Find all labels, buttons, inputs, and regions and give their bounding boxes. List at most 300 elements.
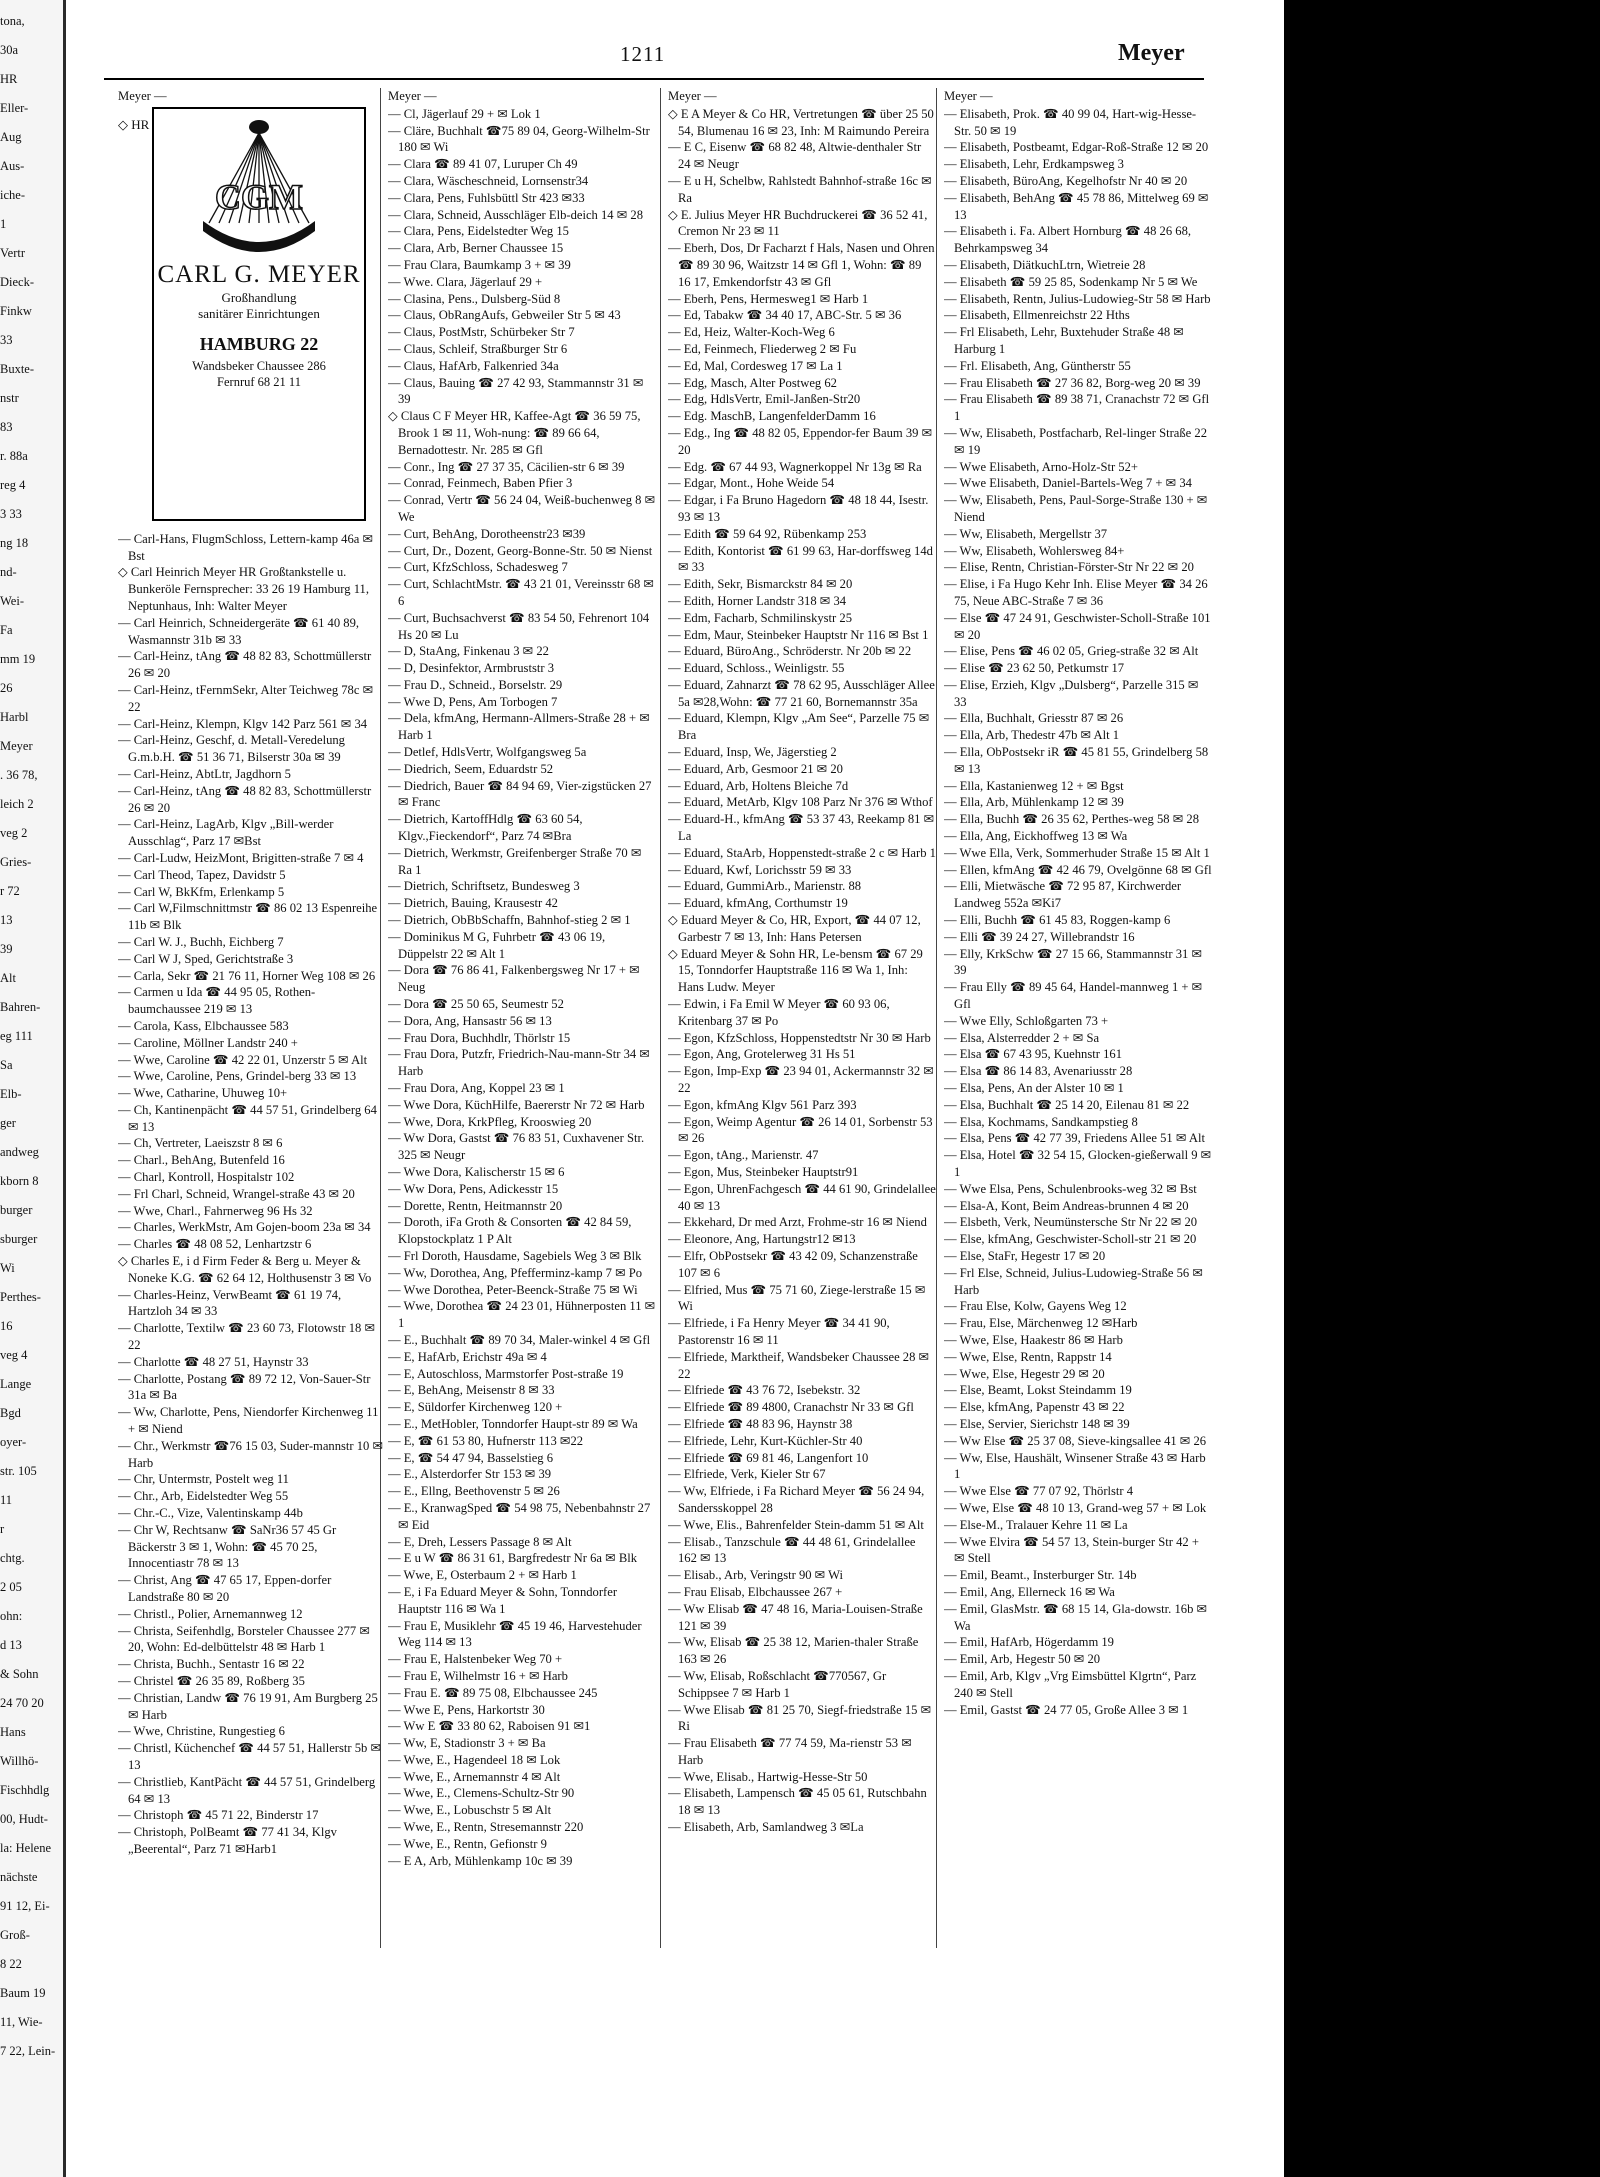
directory-entry: — Ella, Kastanienweg 12 + ✉ Bgst: [944, 778, 1124, 793]
directory-entry: — D, Desinfektor, Armbruststr 3: [388, 661, 554, 676]
directory-entry: — Wwe, E., Rentn, Gefionstr 9: [388, 1836, 547, 1851]
ad-line-2: sanitärer Einrichtungen: [198, 305, 320, 321]
directory-entry: — Eduard, Klempn, Klgv „Am See“, Parzelle 75 ✉ Bra: [668, 711, 930, 743]
directory-entry: — Eduard, GummiArb., Marienstr. 88: [668, 879, 862, 894]
directory-entry: — Elsbeth, Verk, Neumünstersche Str Nr 22 ✉ 20: [944, 1215, 1198, 1230]
directory-entry: — Carl-Heinz, Geschf, d. Metall-Veredelung G.m.b.H. ☎ 51 36 71, Bilserstr 30a ✉ 39: [118, 733, 345, 765]
edge-fragment: Wi: [0, 1261, 15, 1275]
directory-entry: — Dietrich, ObBbSchaffn, Bahnhof-stieg 2 ✉ 1: [388, 913, 631, 928]
edge-fragment: Perthes-: [0, 1290, 41, 1304]
directory-entry: — Claus, Bauing ☎ 27 42 93, Stammannstr 31 ✉ 39: [388, 375, 644, 407]
directory-entry: — Wwe Dorothea, Peter-Beenck-Straße 75 ✉ Wi: [388, 1282, 638, 1297]
directory-entry: — Elise, i Fa Hugo Kehr Inh. Elise Meyer ☎ 34 26 75, Neue ABC-Straße 7 ✉ 36: [944, 577, 1208, 608]
directory-entry: — D, StaAng, Finkenau 3 ✉ 22: [388, 644, 549, 659]
directory-entry: — Dietrich, Werkmstr, Greifenberger Straße 70 ✉ Ra 1: [388, 845, 642, 877]
directory-entry: — Chr.-C., Vize, Valentinskamp 44b: [118, 1506, 303, 1521]
directory-entry: — E, HafArb, Erichstr 49a ✉ 4: [388, 1349, 547, 1364]
directory-entry: — Wwe, Catharine, Uhuweg 10+: [118, 1086, 288, 1101]
directory-entry: — Conr., Ing ☎ 27 37 35, Cäcilien-str 6 ✉ 39: [388, 459, 625, 474]
directory-entry: — Charles, WerkMstr, Am Gojen-boom 23a ✉ 34: [118, 1220, 371, 1235]
column-rule: [660, 88, 661, 1948]
directory-entry: — Ed, Tabakw ☎ 34 40 17, ABC-Str. 5 ✉ 36: [668, 308, 902, 323]
directory-entry: — Elisabeth ☎ 59 25 85, Sodenkamp Nr 5 ✉ We: [944, 274, 1198, 289]
hr-mark: ◇ HR: [118, 117, 150, 132]
directory-entry: — Edg. MaschB, LangenfelderDamm 16: [668, 409, 876, 424]
edge-fragment: andweg: [0, 1145, 39, 1159]
directory-entry: — Frau Dora, Putzfr, Friedrich-Nau-mann-Str 34 ✉ Harb: [388, 1047, 650, 1079]
edge-fragment: 13: [0, 913, 13, 927]
edge-fragment: 30a: [0, 43, 19, 57]
directory-entry: — E u H, Schelbw, Rahlstedt Bahnhof-straße 16c ✉ Ra: [668, 173, 932, 205]
directory-entry: — Elisabeth, Prok. ☎ 40 99 04, Hart-wig-Hesse-Str. 50 ✉ 19: [944, 106, 1197, 138]
edge-fragment: 00, Hudt-: [0, 1812, 48, 1826]
column-3: [668, 88, 936, 1836]
directory-entry: — Ww Dora, Pens, Adickesstr 15: [388, 1181, 559, 1196]
directory-entry: — E, ☎ 61 53 80, Hufnerstr 113 ✉22: [388, 1433, 584, 1448]
directory-entry: — Dietrich, Schriftsetz, Bundesweg 3: [388, 879, 580, 894]
directory-entry: — Eduard, Schloss., Weinligstr. 55: [668, 661, 845, 676]
directory-entry: — E C, Eisenw ☎ 68 82 48, Altwie-denthaler Str 24 ✉ Neugr: [668, 140, 922, 172]
directory-entry: — Carla, Sekr ☎ 21 76 11, Horner Weg 108 ✉ 26: [118, 968, 376, 983]
edge-fragment: HR: [0, 72, 18, 86]
directory-entry: — Diedrich, Seem, Eduardstr 52: [388, 761, 554, 776]
directory-entry: — Wwe Elisabeth, Daniel-Bartels-Weg 7 + ✉ 34: [944, 476, 1192, 491]
directory-entry: — Wwe, E., Hagendeel 18 ✉ Lok: [388, 1752, 561, 1767]
directory-entry: — Frau E, Halstenbeker Weg 70 +: [388, 1652, 563, 1667]
directory-entry: — Wwe, Caroline ☎ 42 22 01, Unzerstr 5 ✉ Alt: [118, 1052, 368, 1067]
edge-fragment: Gries-: [0, 855, 32, 869]
directory-entry: — Wwe, E., Arnemannstr 4 ✉ Alt: [388, 1769, 561, 1784]
directory-entry: — Chr W, Rechtsanw ☎ SaNr36 57 45 Gr Bäckerstr 3 ✉ 1, Wohn: ☎ 45 70 25, Innocentiastr 78 ✉ 13: [118, 1522, 337, 1571]
directory-entry: — Wwe, E., Lobuschstr 5 ✉ Alt: [388, 1803, 552, 1818]
directory-entry: — Egon, UhrenFachgesch ☎ 44 61 90, Grindelallee 40 ✉ 13: [668, 1181, 936, 1213]
directory-entry: — Edgar, Mont., Hohe Weide 54: [668, 476, 835, 491]
edge-fragment: 33: [0, 333, 13, 347]
edge-fragment: Bgd: [0, 1406, 21, 1420]
edge-fragment: nd-: [0, 565, 17, 579]
directory-entry: — Egon, tAng., Marienstr. 47: [668, 1148, 819, 1163]
edge-fragment: Fa: [0, 623, 13, 637]
edge-fragment: ger: [0, 1116, 16, 1130]
directory-entry: — Eduard, MetArb, Klgv 108 Parz Nr 376 ✉ Wthof: [668, 795, 933, 810]
edge-fragment: . 36 78,: [0, 768, 38, 782]
directory-entry: — Chr, Untermstr, Postelt weg 11: [118, 1472, 289, 1487]
directory-entry: — Ch, Vertreter, Laeiszstr 8 ✉ 6: [118, 1136, 283, 1151]
directory-entry: — Clara, Schneid, Ausschläger Elb-deich 14 ✉ 28: [388, 207, 644, 222]
directory-entry: — Carl W J, Sped, Gerichtstraße 3: [118, 951, 294, 966]
directory-entry: — Ww, Elfriede, i Fa Richard Meyer ☎ 56 24 94, Sandersskoppel 28: [668, 1484, 925, 1515]
directory-entry: — Claus, Schleif, Straßburger Str 6: [388, 341, 568, 356]
directory-entry: — Eduard, StaArb, Hoppenstedt-straße 2 c ✉ Harb 1: [668, 845, 936, 860]
edge-fragment: 3 33: [0, 507, 22, 521]
directory-entry: — Elfried, Mus ☎ 75 71 60, Ziege-lerstraße 15 ✉ Wi: [668, 1282, 926, 1314]
directory-entry: — Frl Doroth, Hausdame, Sagebiels Weg 3 ✉ Blk: [388, 1248, 642, 1263]
directory-entry: — Elfriede, Lehr, Kurt-Küchler-Str 40: [668, 1433, 863, 1448]
directory-entry: — Carl Heinrich, Schneidergeräte ☎ 61 40 89, Wasmannstr 31b ✉ 33: [118, 615, 360, 647]
directory-entry: — Elsa ☎ 67 43 95, Kuehnstr 161: [944, 1047, 1122, 1062]
directory-entry: — Carola, Kass, Elbchaussee 583: [118, 1018, 289, 1033]
directory-entry: — Elsa, Kochmams, Sandkampstieg 8: [944, 1114, 1138, 1129]
directory-entry: — Christoph ☎ 45 71 22, Binderstr 17: [118, 1808, 319, 1823]
directory-entry: — Charles-Heinz, VerwBeamt ☎ 61 19 74, Hartzloh 34 ✉ 33: [118, 1287, 342, 1319]
directory-entry: — E., Buchhalt ☎ 89 70 34, Maler-winkel 4 ✉ Gfl: [388, 1332, 651, 1347]
directory-entry: — Carl-Heinz, tAng ☎ 48 82 83, Schottmüllerstr 26 ✉ 20: [118, 649, 372, 681]
directory-entry: — Cl, Jägerlauf 29 + ✉ Lok 1: [388, 106, 541, 121]
directory-entry: — Frl Else, Schneid, Julius-Ludowieg-Straße 56 ✉ Harb: [944, 1265, 1203, 1297]
directory-entry: — E, ☎ 54 47 94, Basselstieg 6: [388, 1450, 554, 1465]
edge-fragment: Harbl: [0, 710, 29, 724]
directory-entry: — Christl, Küchenchef ☎ 44 57 51, Hallerstr 5b ✉ 13: [118, 1741, 382, 1772]
entry-list: [944, 106, 1212, 1719]
directory-entry: — Elisabeth, Postbeamt, Edgar-Roß-Straße 12 ✉ 20: [944, 140, 1209, 155]
directory-entry: — Elfriede ☎ 48 83 96, Haynstr 38: [668, 1416, 853, 1431]
edge-fragment: oyer-: [0, 1435, 27, 1449]
ad-city: HAMBURG 22: [199, 333, 319, 354]
column-1: [118, 88, 386, 1858]
edge-fragment: Sa: [0, 1058, 13, 1072]
edge-fragment: kborn 8: [0, 1174, 39, 1188]
directory-entry: — Ww, Dorothea, Ang, Pfefferminz-kamp 7 ✉ Po: [388, 1265, 643, 1280]
directory-entry: — Ww Elisab ☎ 47 48 16, Maria-Louisen-Straße 121 ✉ 39: [668, 1601, 923, 1633]
directory-entry: — Edg, Masch, Alter Postweg 62: [668, 375, 837, 390]
directory-entry: — Emil, Beamt., Insterburger Str. 14b: [944, 1568, 1137, 1583]
directory-entry: — Wwe Dora, Kalischerstr 15 ✉ 6: [388, 1165, 565, 1179]
directory-entry: — Edith, Sekr, Bismarckstr 84 ✉ 20: [668, 577, 853, 592]
entry-list: [118, 531, 386, 1858]
edge-fragment: 26: [0, 681, 13, 695]
directory-entry: — Elise ☎ 23 62 50, Petkumstr 17: [944, 661, 1125, 676]
directory-entry: — Ella, Ang, Eickhoffweg 13 ✉ Wa: [944, 829, 1128, 844]
directory-entry: — Eberh, Pens, Hermesweg1 ✉ Harb 1: [668, 291, 869, 306]
directory-entry: — Ed, Mal, Cordesweg 17 ✉ La 1: [668, 358, 843, 373]
directory-entry: — Wwe, Caroline, Pens, Grindel-berg 33 ✉ 13: [118, 1069, 357, 1084]
directory-entry: — Ww, Elisab, Roßschlacht ☎770567, Gr Schippsee 7 ✉ Harb 1: [668, 1668, 887, 1700]
directory-entry: — Curt, SchlachtMstr. ☎ 43 21 01, Vereinsstr 68 ✉ 6: [388, 577, 654, 608]
edge-fragment: chtg.: [0, 1551, 25, 1565]
directory-entry: — Egon, KfzSchloss, Hoppenstedtstr Nr 30 ✉ Harb: [668, 1030, 931, 1045]
directory-entry: — Edg. ☎ 67 44 93, Wagnerkoppel Nr 13g ✉ Ra: [668, 459, 922, 474]
directory-entry: — Clara ☎ 89 41 07, Luruper Ch 49: [388, 157, 578, 172]
directory-entry: ◇ Carl Heinrich Meyer HR Großtankstelle u. Bunkeröle Fernsprecher: 33 26 19 Hamburg 11, Neptunhaus, Inh: Walter Meyer: [118, 565, 369, 613]
directory-entry: — Clara, Pens, Fuhlsbüttl Str 423 ✉33: [388, 190, 585, 205]
directory-entry: — Cläre, Buchhalt ☎75 89 04, Georg-Wilhelm-Str 180 ✉ Wi: [388, 123, 650, 155]
directory-entry: — Dietrich, Bauing, Krausestr 42: [388, 896, 558, 911]
directory-entry: ◇ Claus C F Meyer HR, Kaffee-Agt ☎ 36 59 75, Brook 1 ✉ 11, Woh-nung: ☎ 89 66 64, Bernadottestr. Nr. 285 ✉ Gfl: [388, 409, 641, 457]
directory-entry: — Frau Dora, Ang, Koppel 23 ✉ 1: [388, 1081, 565, 1096]
directory-entry: — Ww, Charlotte, Pens, Niendorfer Kirchenweg 11 + ✉ Niend: [118, 1405, 379, 1437]
directory-entry: — Claus, PostMstr, Schürbeker Str 7: [388, 325, 575, 340]
directory-entry: — Ekkehard, Dr med Arzt, Frohme-str 16 ✉ Niend: [668, 1215, 927, 1230]
directory-entry: — Elisabeth, Lehr, Erdkampsweg 3: [944, 157, 1124, 172]
directory-entry: — Else, kfmAng, Papenstr 43 ✉ 22: [944, 1400, 1125, 1415]
edge-fragment: 2 05: [0, 1580, 22, 1594]
directory-entry: — Frau E. ☎ 89 75 08, Elbchaussee 245: [388, 1685, 598, 1700]
directory-entry: — Edith ☎ 59 64 92, Rübenkamp 253: [668, 526, 867, 541]
edge-fragment: Eller-: [0, 101, 29, 115]
edge-fragment: Fischhdlg: [0, 1783, 50, 1797]
directory-entry: — Wwe, Charl., Fahrnerweg 96 Hs 32: [118, 1203, 313, 1218]
directory-entry: — E, BehAng, Meisenstr 8 ✉ 33: [388, 1383, 555, 1398]
directory-entry: — Wwe Elisab ☎ 81 25 70, Siegf-friedstraße 15 ✉ Ri: [668, 1702, 932, 1734]
directory-entry: — E., Ellng, Beethovenstr 5 ✉ 26: [388, 1484, 560, 1499]
directory-entry: — Frau D., Schneid., Borselstr. 29: [388, 677, 563, 692]
directory-entry: — Elsa, Pens, An der Alster 10 ✉ 1: [944, 1081, 1124, 1096]
directory-entry: — Wwe Elly, Schloßgarten 73 +: [944, 1013, 1109, 1028]
edge-fragment: Baum 19: [0, 1986, 46, 2000]
directory-entry: — Eduard, Kwf, Lorichsstr 59 ✉ 33: [668, 862, 852, 877]
directory-entry: — Eduard, BüroAng., Schröderstr. Nr 20b ✉ 22: [668, 644, 912, 659]
directory-entry: — Egon, Weimp Agentur ☎ 26 14 01, Sorbenstr 53 ✉ 26: [668, 1114, 933, 1146]
edge-fragment: Wei-: [0, 594, 24, 608]
directory-entry: — Wwe, Elis., Bahrenfelder Stein-damm 51 ✉ Alt: [668, 1517, 924, 1532]
directory-entry: — Claus, HafArb, Falkenried 34a: [388, 358, 559, 373]
shower-logo-icon: [189, 113, 329, 263]
directory-entry: — Ella, Arb, Mühlenkamp 12 ✉ 39: [944, 795, 1124, 810]
directory-entry: — Charlotte, Textilw ☎ 23 60 73, Flotowstr 18 ✉ 22: [118, 1321, 376, 1353]
directory-entry: — Ellen, kfmAng ☎ 42 46 79, Ovelgönne 68 ✉ Gfl: [944, 862, 1212, 877]
directory-entry: — Ww, E, Stadionstr 3 + ✉ Ba: [388, 1736, 546, 1751]
directory-entry: — Frau Else, Kolw, Gayens Weg 12: [944, 1299, 1127, 1314]
edge-fragment: burger: [0, 1203, 33, 1217]
directory-entry: — Frau Elisab, Elbchaussee 267 +: [668, 1584, 843, 1599]
directory-entry: — Caroline, Möllner Landstr 240 +: [118, 1035, 298, 1050]
directory-entry: — Dominikus M G, Fuhrbetr ☎ 43 06 19, Düppelstr 22 ✉ Alt 1: [388, 929, 606, 961]
directory-entry: — E, Autoschloss, Marmstorfer Post-straße 19: [388, 1366, 624, 1381]
directory-entry: — Frau Elisabeth ☎ 27 36 82, Borg-weg 20 ✉ 39: [944, 375, 1201, 390]
directory-entry: — Else, Servier, Sierichstr 148 ✉ 39: [944, 1416, 1130, 1431]
directory-entry: — Clara, Wäscheschneid, Lornsenstr34: [388, 173, 589, 188]
directory-entry: — Elsa, Pens ☎ 42 77 39, Friedens Allee 51 ✉ Alt: [944, 1131, 1205, 1146]
edge-fragment: Lange: [0, 1377, 32, 1391]
running-head: Meyer: [1118, 40, 1185, 66]
edge-fragment: Dieck-: [0, 275, 35, 289]
edge-fragment: eg 111: [0, 1029, 33, 1043]
directory-entry: — Wwe Else ☎ 77 07 92, Thörlstr 4: [944, 1484, 1134, 1499]
directory-entry: — Eduard-H., kfmAng ☎ 53 37 43, Reekamp 81 ✉ La: [668, 812, 935, 844]
ad-phone: Fernruf 68 21 11: [217, 375, 301, 390]
directory-entry: — Doroth, iFa Groth & Consorten ☎ 42 84 59, Klopstockplatz 1 P Alt: [388, 1215, 632, 1247]
directory-entry: — Elfriede, Verk, Kieler Str 67: [668, 1467, 826, 1482]
edge-fragment: 7 22, Lein-: [0, 2044, 56, 2058]
directory-entry: — Ww, Else, Haushält, Winsener Straße 43 ✉ Harb 1: [944, 1450, 1206, 1482]
column-2: [388, 88, 656, 1869]
directory-entry: — Else ☎ 47 24 91, Geschwister-Scholl-Straße 101 ✉ 20: [944, 610, 1211, 642]
directory-entry: — Curt, KfzSchloss, Schadesweg 7: [388, 560, 568, 575]
directory-entry: — Ella, Buchh ☎ 26 35 62, Perthes-weg 58 ✉ 28: [944, 812, 1199, 827]
directory-entry: — Elli, Mietwäsche ☎ 72 95 87, Kirchwerder Landweg 552a ✉Ki7: [944, 879, 1182, 911]
directory-entry: — Conrad, Feinmech, Baben Pfier 3: [388, 476, 573, 491]
directory-entry: — Chr., Arb, Eidelstedter Weg 55: [118, 1489, 289, 1504]
directory-entry: — Ed, Heiz, Walter-Koch-Weg 6: [668, 325, 835, 340]
edge-fragment: veg 2: [0, 826, 28, 840]
directory-entry: — Carl Theod, Tapez, Davidstr 5: [118, 867, 286, 882]
directory-entry: — Christian, Landw ☎ 76 19 91, Am Burgberg 25 ✉ Harb: [118, 1690, 378, 1722]
directory-entry: — Elisabeth i. Fa. Albert Hornburg ☎ 48 26 68, Behrkampsweg 34: [944, 224, 1192, 256]
directory-entry: — Ella, ObPostsekr iR ☎ 45 81 55, Grindelberg 58 ✉ 13: [944, 745, 1209, 776]
edge-fragment: iche-: [0, 188, 25, 202]
directory-entry: — Wwe, E, Osterbaum 2 + ✉ Harb 1: [388, 1568, 577, 1583]
directory-entry: — Wwe, Else, Haakestr 86 ✉ Harb: [944, 1332, 1123, 1347]
directory-entry: — Emil, Arb, Klgv „Vrg Eimsbüttel Klgrtn“, Parz 240 ✉ Stell: [944, 1668, 1197, 1700]
directory-entry: ◇ Charles E, i d Firm Feder & Berg u. Meyer & Noneke K.G. ☎ 62 64 12, Holthusenstr 3 ✉ Vo: [118, 1254, 372, 1285]
directory-entry: — Carl W, BkKfm, Erlenkamp 5: [118, 884, 285, 899]
edge-fragment: r 72: [0, 884, 20, 898]
directory-entry: — Elisab., Tanzschule ☎ 44 48 61, Grindelallee 162 ✉ 13: [668, 1534, 916, 1566]
directory-entry: — Elfr, ObPostsekr ☎ 43 42 09, Schanzenstraße 107 ✉ 6: [668, 1248, 918, 1280]
edge-fragment: Alt: [0, 971, 16, 985]
directory-entry: ◇ E. Julius Meyer HR Buchdruckerei ☎ 36 52 41, Cremon Nr 23 ✉ 11: [668, 207, 928, 239]
directory-entry: — Ww, Elisabeth, Wohlersweg 84+: [944, 543, 1125, 558]
directory-entry: — Ww, Elisabeth, Mergellstr 37: [944, 526, 1108, 541]
edge-fragment: 11, Wie-: [0, 2015, 43, 2029]
directory-entry: — E, Dreh, Lessers Passage 8 ✉ Alt: [388, 1534, 572, 1549]
directory-entry: — Else, StaFr, Hegestr 17 ✉ 20: [944, 1248, 1106, 1263]
directory-entry: — Christlieb, KantPächt ☎ 44 57 51, Grindelberg 64 ✉ 13: [118, 1774, 376, 1806]
edge-fragment: Finkw: [0, 304, 32, 318]
directory-entry: — Diedrich, Bauer ☎ 84 94 69, Vier-zigstücken 27 ✉ Franc: [388, 778, 652, 810]
directory-entry: — Wwe Ella, Verk, Sommerhuder Straße 15 ✉ Alt 1: [944, 845, 1210, 860]
directory-entry: — Eberh, Dos, Dr Facharzt f Hals, Nasen und Ohren ☎ 89 30 96, Waitzstr 14 ✉ Gfl 1, Wohn: ☎ 89 16 17, Emkendorfstr 43 ✉ Gfl: [668, 241, 935, 289]
directory-entry: — Emil, Ang, Ellerneck 16 ✉ Wa: [944, 1584, 1115, 1599]
logo-monogram: CGM: [215, 176, 303, 217]
directory-entry: — Else, Beamt, Lokst Steindamm 19: [944, 1383, 1132, 1398]
directory-entry: — Charl., BehAng, Butenfeld 16: [118, 1153, 285, 1168]
directory-entry: — Christl., Polier, Arnemannweg 12: [118, 1606, 303, 1621]
directory-entry: — Edm, Facharb, Schmilinskystr 25: [668, 610, 852, 625]
edge-fragment: Aug: [0, 130, 22, 144]
edge-fragment: ng 18: [0, 536, 29, 550]
directory-entry: ◇ Eduard Meyer & Co, HR, Export, ☎ 44 07 12, Garbestr 7 ✉ 13, Inh: Hans Petersen: [668, 913, 921, 944]
edge-fragment: r: [0, 1522, 5, 1536]
directory-entry: — Elisabeth, Rentn, Julius-Ludowieg-Str 58 ✉ Harb: [944, 291, 1211, 306]
directory-entry: — Elise, Erzieh, Klgv „Dulsberg“, Parzelle 315 ✉ 33: [944, 677, 1199, 709]
edge-fragment: Vertr: [0, 246, 25, 260]
directory-entry: — Ww, Elisabeth, Postfacharb, Rel-linger Straße 22 ✉ 19: [944, 425, 1208, 457]
directory-entry: — Clasina, Pens., Dulsberg-Süd 8: [388, 291, 561, 306]
directory-entry: — Carl W. J., Buchh, Eichberg 7: [118, 934, 284, 949]
directory-entry: — Wwe D, Pens, Am Torbogen 7: [388, 694, 558, 709]
directory-entry: — Charlotte, Postang ☎ 89 72 12, Von-Sauer-Str 31a ✉ Ba: [118, 1371, 371, 1403]
ad-company-name: CARL G. MEYER: [157, 260, 361, 288]
directory-entry: — Elfriede, i Fa Henry Meyer ☎ 34 41 90, Pastorenstr 16 ✉ 11: [668, 1316, 890, 1347]
directory-entry: — Elise, Pens ☎ 46 02 05, Grieg-straße 32 ✉ Alt: [944, 644, 1199, 659]
directory-entry: — Claus, ObRangAufs, Gebweiler Str 5 ✉ 43: [388, 308, 621, 323]
edge-fragment: nstr: [0, 391, 19, 405]
directory-entry: — Curt, BehAng, Dorotheenstr23 ✉39: [388, 526, 586, 541]
column-head: Meyer —: [118, 89, 167, 103]
header-rule: [104, 78, 1204, 80]
edge-fragment: & Sohn: [0, 1667, 39, 1681]
directory-entry: — Frl Elisabeth, Lehr, Buxtehuder Straße 48 ✉ Harburg 1: [944, 325, 1184, 356]
ad-line-1: Großhandlung: [221, 289, 297, 305]
directory-entry: — Charles ☎ 48 08 52, Lenhartzstr 6: [118, 1237, 312, 1252]
edge-fragment: Groß-: [0, 1928, 30, 1942]
edge-fragment: 11: [0, 1493, 13, 1507]
directory-entry: — Eduard, Arb, Gesmoor 21 ✉ 20: [668, 761, 843, 776]
directory-entry: — Frl Charl, Schneid, Wrangel-straße 43 ✉ 20: [118, 1186, 355, 1201]
edge-fragment: 83: [0, 420, 13, 434]
directory-entry: — Elly, KrkSchw ☎ 27 15 66, Stammannstr 31 ✉ 39: [944, 946, 1203, 978]
directory-entry: — Elise, Rentn, Christian-Förster-Str Nr 22 ✉ 20: [944, 560, 1194, 575]
directory-entry: — Ch, Kantinenpächt ☎ 44 57 51, Grindelberg 64 ✉ 13: [118, 1102, 377, 1134]
directory-entry: — Wwe, Else ☎ 48 10 13, Grand-weg 57 + ✉ Lok: [944, 1500, 1207, 1515]
edge-fragment: 24 70 20: [0, 1696, 44, 1710]
directory-entry: — Edg, HdlsVertr, Emil-Janßen-Str20: [668, 392, 861, 407]
edge-fragment: tona,: [0, 14, 25, 28]
directory-entry: — Elsa, Alsterredder 2 + ✉ Sa: [944, 1030, 1100, 1045]
directory-entry: — Frau Elly ☎ 89 45 64, Handel-mannweg 1 + ✉ Gfl: [944, 980, 1203, 1012]
edge-fragment: 16: [0, 1319, 13, 1333]
directory-entry: — Ww Dora, Gastst ☎ 76 83 51, Cuxhavener Str. 325 ✉ Neugr: [388, 1131, 645, 1163]
directory-entry: — Ww, Elisabeth, Pens, Paul-Sorge-Straße 130 + ✉ Niend: [944, 493, 1208, 524]
directory-entry: — Charl, Kontroll, Hospitalstr 102: [118, 1170, 295, 1185]
directory-entry: — Carl-Heinz, Klempn, Klgv 142 Parz 561 ✉ 34: [118, 716, 368, 731]
directory-entry: — Ww Else ☎ 25 37 08, Sieve-kingsallee 41 ✉ 26: [944, 1433, 1207, 1448]
entry-list: [668, 106, 936, 1836]
directory-entry: — Chr., Werkmstr ☎76 15 03, Suder-mannstr 10 ✉ Harb: [118, 1438, 384, 1470]
directory-entry: ◇ E A Meyer & Co HR, Vertretungen ☎ über 25 50 54, Blumenau 16 ✉ 23, Inh: M Raimundo Pereira: [668, 106, 934, 138]
edge-fragment: 1: [0, 217, 7, 231]
edge-fragment: ohn:: [0, 1609, 23, 1623]
directory-entry: — Carl-Heinz, LagArb, Klgv „Bill-werder Ausschlag“, Parz 17 ✉Bst: [118, 817, 334, 849]
directory-entry: — Elisab., Arb, Veringstr 90 ✉ Wi: [668, 1568, 844, 1583]
directory-entry: — Wwe Elsa, Pens, Schulenbrooks-weg 32 ✉ Bst: [944, 1181, 1197, 1196]
directory-entry: — Elisabeth, DiätkuchLtrn, Wietreie 28: [944, 257, 1146, 272]
directory-entry: — Egon, Ang, Grotelerweg 31 Hs 51: [668, 1047, 856, 1062]
directory-entry: — Christoph, PolBeamt ☎ 77 41 34, Klgv „Beerental“, Parz 71 ✉Harb1: [118, 1825, 337, 1856]
directory-entry: — Elisabeth, Lampensch ☎ 45 05 61, Rutschbahn 18 ✉ 13: [668, 1786, 927, 1818]
page-number: 1211: [620, 42, 666, 66]
edge-fragment: reg 4: [0, 478, 26, 492]
directory-entry: — Frl. Elisabeth, Ang, Güntherstr 55: [944, 358, 1131, 373]
directory-entry: — Carl-Ludw, HeizMont, Brigitten-straße 7 ✉ 4: [118, 850, 364, 865]
edge-fragment: str. 105: [0, 1464, 37, 1478]
edge-fragment: Willhö-: [0, 1754, 39, 1768]
directory-entry: — Else-M., Tralauer Kehre 11 ✉ La: [944, 1517, 1128, 1532]
directory-entry: — Emil, Gastst ☎ 24 77 05, Große Allee 3 ✉ 1: [944, 1702, 1189, 1717]
directory-entry: — Detlef, HdlsVertr, Wolfgangsweg 5a: [388, 745, 587, 760]
directory-entry: — Dorette, Rentn, Heitmannstr 20: [388, 1198, 563, 1213]
edge-fragment: 8 22: [0, 1957, 22, 1971]
directory-entry: — Eduard, Arb, Holtens Bleiche 7d: [668, 778, 849, 793]
directory-entry: — Emil, Arb, Hegestr 50 ✉ 20: [944, 1652, 1101, 1667]
edge-fragment: veg 4: [0, 1348, 28, 1362]
directory-entry: — Clara, Pens, Eidelstedter Weg 15: [388, 224, 569, 239]
directory-entry: — Dora, Ang, Hansastr 56 ✉ 13: [388, 1013, 552, 1028]
directory-entry: — Wwe, Else, Hegestr 29 ✉ 20: [944, 1366, 1105, 1381]
page-gutter: [63, 0, 66, 2177]
directory-entry: — Egon, Mus, Steinbeker Hauptstr91: [668, 1165, 859, 1179]
edge-fragment: 39: [0, 942, 13, 956]
directory-entry: — Frau Dora, Buchhdlr, Thörlstr 15: [388, 1030, 571, 1045]
directory-entry: — Wwe, Dora, KrkPfleg, Krooswieg 20: [388, 1114, 592, 1129]
directory-entry: — Carl-Heinz, tAng ☎ 48 82 83, Schottmüllerstr 26 ✉ 20: [118, 783, 372, 815]
directory-entry: — Wwe, Dorothea ☎ 24 23 01, Hühnerposten 11 ✉ 1: [388, 1299, 656, 1331]
directory-entry: — Edm, Maur, Steinbeker Hauptstr Nr 116 ✉ Bst 1: [668, 627, 929, 642]
directory-entry: — Christa, Buchh., Sentastr 16 ✉ 22: [118, 1657, 305, 1672]
directory-entry: — Ed, Feinmech, Fliederweg 2 ✉ Fu: [668, 341, 857, 356]
directory-entry: — Edg., Ing ☎ 48 82 05, Eppendor-fer Baum 39 ✉ 20: [668, 425, 933, 457]
directory-entry: — Ww, Elisab ☎ 25 38 12, Marien-thaler Straße 163 ✉ 26: [668, 1635, 919, 1667]
column-head: Meyer —: [944, 89, 993, 103]
directory-entry: — Elfriede ☎ 69 81 46, Langenfort 10: [668, 1450, 869, 1465]
directory-entry: — Carl-Heinz, AbtLtr, Jagdhorn 5: [118, 766, 291, 781]
edge-fragment: nächste: [0, 1870, 38, 1884]
edge-fragment: Hans: [0, 1725, 26, 1739]
scan-margin: [1284, 0, 1600, 2177]
directory-entry: — Wwe E, Pens, Harkortstr 30: [388, 1702, 545, 1717]
directory-entry: — Eleonore, Ang, Hartungstr12 ✉13: [668, 1232, 856, 1247]
